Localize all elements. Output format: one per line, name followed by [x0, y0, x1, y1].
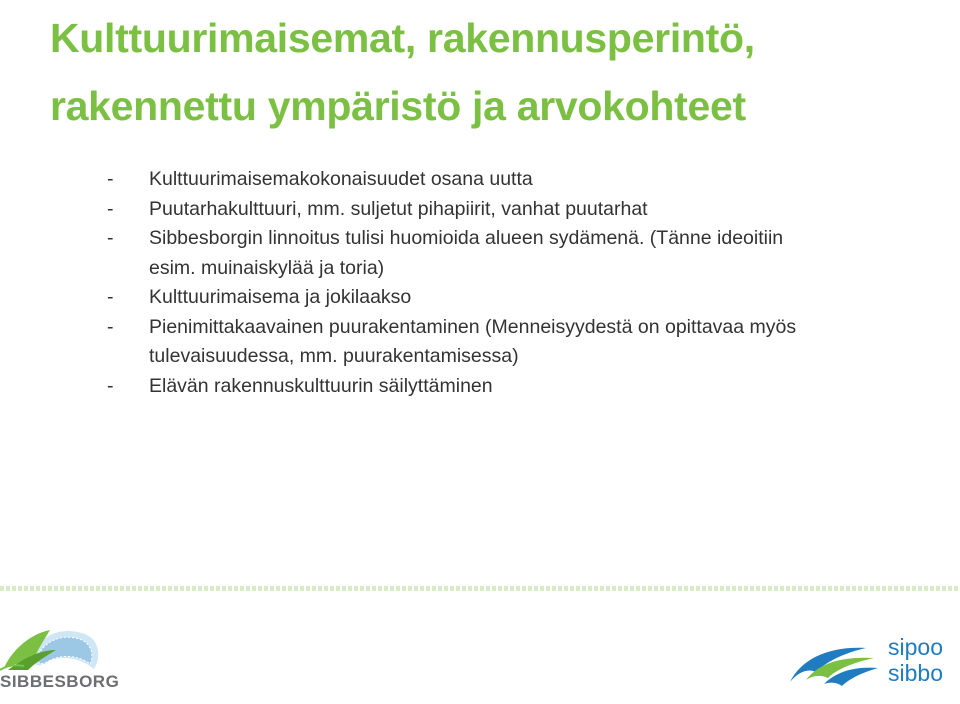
- bullet-item: [107, 165, 827, 195]
- bullet-dash: -: [107, 315, 114, 338]
- bullet-item: [107, 313, 827, 372]
- sipoo-logo-icon: [788, 638, 880, 688]
- sipoo-logo-text: [888, 634, 958, 686]
- footer-divider: [0, 586, 960, 591]
- bullet-dash: -: [107, 168, 114, 190]
- bullet-item: [107, 372, 827, 402]
- bullet-dash: -: [107, 374, 114, 397]
- bullet-list: [107, 165, 827, 401]
- bullet-text: Pienimittakaavainen puurakentaminen (Menneisyydestä on opittavaa myös tulevaisuudessa, mm. puurakentamisessa): [149, 315, 797, 367]
- bullet-text: Kulttuurimaisema ja jokilaakso: [149, 286, 412, 308]
- bullet-item: [107, 195, 827, 225]
- sibbo-label: sibbo: [888, 660, 943, 686]
- sipoo-label: sipoo: [888, 634, 943, 660]
- bullet-text: Puutarhakulttuuri, mm. suljetut pihapiirit, vanhat puutarhat: [149, 197, 648, 220]
- bullet-dash: -: [107, 197, 114, 220]
- bullet-text: Sibbesborgin linnoitus tulisi huomioida alueen sydämenä. (Tänne ideoitiin esim. muinaiskylää ja toria): [149, 227, 784, 279]
- sibbesborg-logo-text: SIBBESBORG: [0, 672, 120, 691]
- slide-title: Kulttuurimaisemat, rakennusperintö, rakennettu ympäristö ja arvokohteet: [50, 15, 755, 129]
- bullet-item: [107, 224, 827, 283]
- bullet-text: Kulttuurimaisemakokonaisuudet osana uutta: [149, 168, 533, 190]
- bullet-item: [107, 283, 827, 313]
- bullet-dash: -: [107, 286, 114, 308]
- bullet-text: Elävän rakennuskulttuurin säilyttäminen: [149, 374, 493, 397]
- bullet-dash: -: [107, 227, 114, 249]
